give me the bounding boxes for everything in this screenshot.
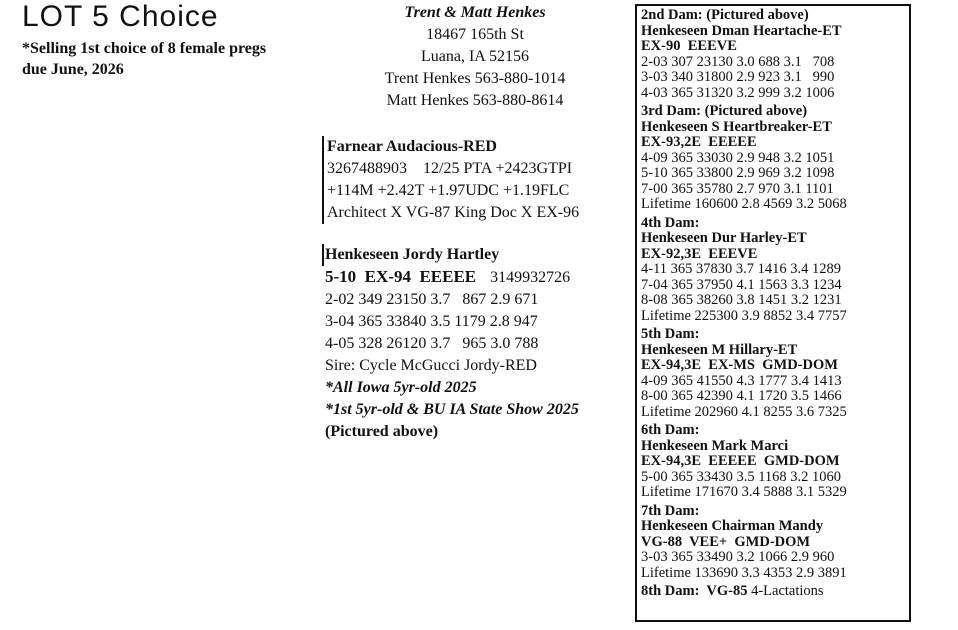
breeder-address: 18467 165th St <box>426 26 524 43</box>
dam-record: 3-04 365 33840 3.5 1179 2.8 947 <box>325 313 538 330</box>
pedigree-dam-name: Henkeseen Dman Heartache-ET <box>641 22 842 39</box>
pedigree-dam-record: 2-03 307 23130 3.0 688 3.1 708 <box>641 53 835 70</box>
eighth-dam <box>641 584 909 600</box>
dam-honor: *All Iowa 5yr-old 2025 <box>325 379 477 396</box>
pedigree-dam-classification: EX-93,2E EEEEE <box>641 134 757 150</box>
pedigree-dam-record: Lifetime 225300 3.9 8852 3.4 7757 <box>641 307 847 324</box>
lot-description-line: *Selling 1st choice of 8 female pregs <box>22 40 267 57</box>
pedigree-dam-record: 3-03 365 33490 3.2 1066 2.9 960 <box>641 549 835 565</box>
pedigree-dam-record: Lifetime 171670 3.4 5888 3.1 5329 <box>641 484 847 500</box>
sire-name: Farnear Audacious-RED <box>327 138 497 155</box>
pedigree-dam-record: 4-11 365 37830 3.7 1416 3.4 1289 <box>641 261 842 277</box>
breeder-city: Luana, IA 52156 <box>421 48 529 65</box>
pedigree-dam-name: Henkeseen M Hillary-ET <box>641 341 798 358</box>
pedigree-dam-section <box>641 104 909 213</box>
pedigree-dam-section <box>641 423 909 501</box>
breeder-names: Trent & Matt Henkes <box>404 4 546 21</box>
breeder-phone: Trent Henkes 563-880-1014 <box>384 70 566 87</box>
dam-record: 4-05 328 26120 3.7 965 3.0 788 <box>325 335 539 352</box>
pedigree-dam-record: 7-04 365 37950 4.1 1563 3.3 1234 <box>641 276 842 293</box>
sire-block <box>322 136 632 224</box>
pedigree-dam-record: 4-03 365 31320 3.2 999 3.2 1006 <box>641 84 835 101</box>
pedigree-dam-section <box>641 504 909 582</box>
pedigree-dam-label: 5th Dam: <box>641 326 700 342</box>
pedigree-dam-name: Henkeseen S Heartbreaker-ET <box>641 118 832 135</box>
breeder-contact <box>370 2 580 112</box>
dam-class-line <box>325 266 630 289</box>
breeder-phone: Matt Henkes 563-880-8614 <box>386 92 564 109</box>
pedigree-dam-record: Lifetime 202960 4.1 8255 3.6 7325 <box>641 403 847 420</box>
dam-pictured-note: (Pictured above) <box>325 423 439 440</box>
dam-record: 2-02 349 23150 3.7 867 2.9 671 <box>325 291 539 308</box>
pedigree-dam-record: 4-09 365 33030 2.9 948 3.2 1051 <box>641 149 835 166</box>
pedigree-dam-section <box>641 327 909 420</box>
pedigree-dam-name: Henkeseen Mark Marci <box>641 437 789 454</box>
pedigree-dam-label: 3rd Dam: (Pictured above) <box>641 103 808 119</box>
sire-reg-pta: 3267488903 12/25 PTA +2423GTPI <box>327 160 573 177</box>
lot-description <box>22 38 266 80</box>
pedigree-dam-classification: EX-94,3E EX-MS GMD-DOM <box>641 357 838 373</box>
pedigree-dam-record: 3-03 340 31800 2.9 923 3.1 990 <box>641 69 835 85</box>
lot-title: LOT 5 Choice <box>22 0 219 33</box>
pedigree-dam-classification: EX-92,3E EEEVE <box>641 245 758 262</box>
pedigree-dam-classification: EX-90 EEEVE <box>641 38 737 54</box>
eighth-dam-lactations: 4-Lactations <box>751 583 824 599</box>
pedigree-dam-label: 2nd Dam: (Pictured above) <box>641 7 809 23</box>
pedigree-box <box>635 4 911 622</box>
pedigree-dam-record: Lifetime 133690 3.3 4353 2.9 3891 <box>641 564 847 581</box>
pedigree-dam-name: Henkeseen Chairman Mandy <box>641 518 824 534</box>
dam-classification: 5-10 EX-94 EEEEE <box>325 267 477 286</box>
eighth-dam-label: 8th Dam: VG-85 <box>641 583 748 599</box>
pedigree-dam-record: 5-00 365 33430 3.5 1168 3.2 1060 <box>641 468 842 485</box>
lot-description-line: due June, 2026 <box>22 61 124 78</box>
pedigree-dam-record: 4-09 365 41550 4.3 1777 3.4 1413 <box>641 372 842 389</box>
pedigree-dam-label: 6th Dam: <box>641 422 700 438</box>
sire-pedigree: Architect X VG-87 King Doc X EX-96 <box>327 204 580 221</box>
pedigree-dam-label: 4th Dam: <box>641 214 700 231</box>
pedigree-dam-record: 8-00 365 42390 4.1 1720 3.5 1466 <box>641 388 842 404</box>
pedigree-dam-classification: VG-88 VEE+ GMD-DOM <box>641 533 811 550</box>
pedigree-dam-record: Lifetime 160600 2.8 4569 3.2 5068 <box>641 196 847 212</box>
pedigree-dam-section <box>641 216 909 325</box>
pedigree-dam-record: 8-08 365 38260 3.8 1451 3.2 1231 <box>641 292 842 308</box>
pedigree-dam-label: 7th Dam: <box>641 502 700 519</box>
sire-traits: +114M +2.42T +1.97UDC +1.19FLC <box>327 182 570 199</box>
pedigree-dam-record: 5-10 365 33800 2.9 969 3.2 1098 <box>641 165 835 181</box>
dam-name: Henkeseen Jordy Hartley <box>325 246 500 263</box>
dam-honor: *1st 5yr-old & BU IA State Show 2025 <box>325 401 579 418</box>
pedigree-dam-classification: EX-94,3E EEEEE GMD-DOM <box>641 453 840 469</box>
pedigree-dam-record: 7-00 365 35780 2.7 970 3.1 1101 <box>641 180 834 197</box>
dam-sire: Sire: Cycle McGucci Jordy-RED <box>325 357 537 374</box>
pedigree-dam-section <box>641 8 909 101</box>
dam-block <box>322 244 630 443</box>
dam-reg-number: 3149932726 <box>490 269 571 286</box>
pedigree-dam-name: Henkeseen Dur Harley-ET <box>641 230 807 246</box>
